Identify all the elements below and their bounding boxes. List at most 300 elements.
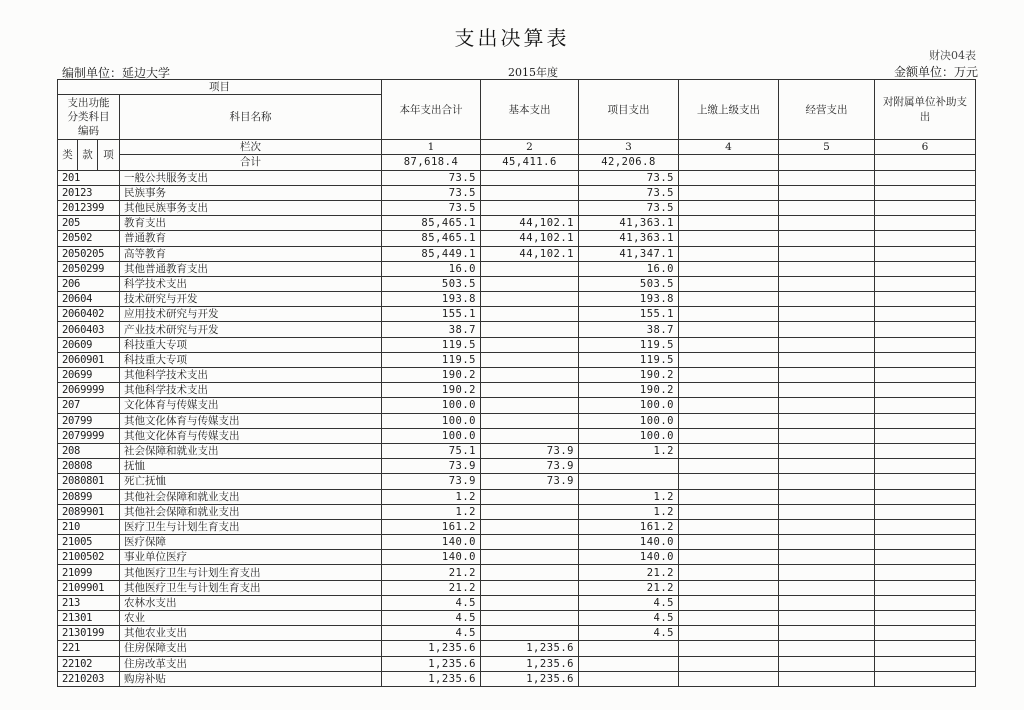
amount-cell [679, 489, 779, 504]
subject-name-cell: 普通教育 [120, 231, 382, 246]
amount-cell [875, 185, 976, 200]
total-value: 87,618.4 [382, 155, 481, 170]
amount-cell: 100.0 [382, 428, 481, 443]
amount-cell: 73.5 [579, 200, 679, 215]
amount-cell: 155.1 [579, 307, 679, 322]
amount-cell [679, 535, 779, 550]
amount-cell [875, 292, 976, 307]
total-value: 42,206.8 [579, 155, 679, 170]
amount-cell: 41,363.1 [579, 216, 679, 231]
amount-cell [679, 185, 779, 200]
amount-cell: 1,235.6 [382, 641, 481, 656]
amount-cell: 140.0 [382, 550, 481, 565]
amount-cell [779, 231, 875, 246]
subject-name-cell: 购房补贴 [120, 671, 382, 686]
subject-name-header: 科目名称 [120, 95, 382, 140]
amount-cell [875, 246, 976, 261]
amount-cell [481, 626, 579, 641]
amount-cell [679, 459, 779, 474]
amount-cell [875, 307, 976, 322]
amount-cell: 73.9 [481, 459, 579, 474]
amount-cell: 190.2 [579, 368, 679, 383]
column-number-label: 栏次 [120, 140, 382, 155]
amount-cell [779, 200, 875, 215]
table-row [58, 352, 976, 367]
amount-cell: 44,102.1 [481, 246, 579, 261]
amount-cell: 44,102.1 [481, 231, 579, 246]
amount-cell [679, 216, 779, 231]
amount-cell [779, 580, 875, 595]
amount-cell [779, 459, 875, 474]
amount-cell [481, 565, 579, 580]
amount-cell: 190.2 [382, 383, 481, 398]
table-row [58, 261, 976, 276]
function-code-cell: 208 [58, 443, 120, 458]
amount-cell [779, 671, 875, 686]
function-code-cell: 20123 [58, 185, 120, 200]
subject-name-cell: 死亡抚恤 [120, 474, 382, 489]
fiscal-year: 2015年度 [508, 66, 558, 79]
amount-cell: 100.0 [382, 413, 481, 428]
function-code-cell: 207 [58, 398, 120, 413]
function-code-cell: 21301 [58, 611, 120, 626]
amount-cell [481, 398, 579, 413]
amount-cell [779, 550, 875, 565]
amount-cell [579, 474, 679, 489]
table-row [58, 292, 976, 307]
amount-cell [481, 595, 579, 610]
amount-cell [875, 550, 976, 565]
amount-cell: 100.0 [579, 398, 679, 413]
amount-cell [875, 611, 976, 626]
amount-cell [779, 413, 875, 428]
table-row [58, 489, 976, 504]
amount-cell: 100.0 [579, 413, 679, 428]
subject-name-cell: 其他社会保障和就业支出 [120, 489, 382, 504]
column-header: 基本支出 [481, 80, 579, 140]
function-code-cell: 2012399 [58, 200, 120, 215]
amount-cell: 21.2 [382, 580, 481, 595]
amount-cell: 73.5 [579, 185, 679, 200]
amount-cell [779, 216, 875, 231]
amount-cell: 73.5 [382, 185, 481, 200]
table-row [58, 428, 976, 443]
amount-cell [779, 443, 875, 458]
amount-cell [481, 170, 579, 185]
function-code-cell: 20699 [58, 368, 120, 383]
amount-cell [679, 474, 779, 489]
subject-name-cell: 其他科学技术支出 [120, 383, 382, 398]
amount-cell [779, 292, 875, 307]
table-row [58, 368, 976, 383]
amount-cell: 16.0 [579, 261, 679, 276]
subject-name-cell: 社会保障和就业支出 [120, 443, 382, 458]
subject-name-cell: 民族事务 [120, 185, 382, 200]
subject-name-cell: 其他医疗卫生与计划生育支出 [120, 565, 382, 580]
function-code-cell: 20502 [58, 231, 120, 246]
amount-cell [579, 459, 679, 474]
table-row [58, 322, 976, 337]
amount-cell [679, 170, 779, 185]
subject-name-cell: 其他普通教育支出 [120, 261, 382, 276]
amount-cell [679, 550, 779, 565]
amount-cell [679, 322, 779, 337]
amount-cell [875, 413, 976, 428]
amount-cell [679, 200, 779, 215]
subject-name-cell: 农林水支出 [120, 595, 382, 610]
amount-cell [779, 595, 875, 610]
table-row [58, 671, 976, 686]
amount-cell: 38.7 [382, 322, 481, 337]
total-value [679, 155, 779, 170]
amount-cell [779, 383, 875, 398]
subject-name-cell: 其他文化体育与传媒支出 [120, 428, 382, 443]
expenditure-table [57, 79, 976, 687]
amount-cell [481, 550, 579, 565]
table-row [58, 383, 976, 398]
amount-cell: 1,235.6 [481, 641, 579, 656]
amount-cell [779, 261, 875, 276]
total-label: 合计 [120, 155, 382, 170]
function-code-cell: 20604 [58, 292, 120, 307]
amount-cell [779, 656, 875, 671]
amount-cell [481, 276, 579, 291]
function-code-cell: 2060403 [58, 322, 120, 337]
subject-name-cell: 其他民族事务支出 [120, 200, 382, 215]
amount-cell: 1.2 [579, 443, 679, 458]
amount-cell [481, 413, 579, 428]
amount-cell [679, 352, 779, 367]
amount-cell: 190.2 [382, 368, 481, 383]
amount-cell [779, 352, 875, 367]
amount-cell: 75.1 [382, 443, 481, 458]
amount-cell [679, 580, 779, 595]
column-number: 2 [481, 140, 579, 155]
amount-cell: 41,363.1 [579, 231, 679, 246]
amount-cell [875, 216, 976, 231]
amount-cell [481, 185, 579, 200]
subject-name-cell: 其他文化体育与传媒支出 [120, 413, 382, 428]
column-header: 上缴上级支出 [679, 80, 779, 140]
amount-cell: 1.2 [579, 504, 679, 519]
amount-cell [875, 626, 976, 641]
amount-cell: 140.0 [579, 550, 679, 565]
subject-name-cell: 教育支出 [120, 216, 382, 231]
function-code-cell: 205 [58, 216, 120, 231]
amount-cell [875, 489, 976, 504]
subject-name-cell: 医疗卫生与计划生育支出 [120, 519, 382, 534]
amount-cell [679, 261, 779, 276]
money-unit: 金额单位：万元 [893, 65, 978, 79]
amount-cell: 38.7 [579, 322, 679, 337]
amount-cell [679, 595, 779, 610]
amount-cell [779, 307, 875, 322]
amount-cell: 119.5 [382, 352, 481, 367]
table-row [58, 276, 976, 291]
amount-cell [481, 428, 579, 443]
function-code-cell: 2060901 [58, 352, 120, 367]
amount-cell [875, 474, 976, 489]
amount-cell: 140.0 [579, 535, 679, 550]
total-row [58, 155, 976, 170]
amount-cell [779, 337, 875, 352]
subject-name-cell: 住房保障支出 [120, 641, 382, 656]
amount-cell: 100.0 [382, 398, 481, 413]
amount-cell: 41,347.1 [579, 246, 679, 261]
amount-cell [875, 276, 976, 291]
column-header: 对附属单位补助支出 [875, 80, 976, 140]
amount-cell: 161.2 [579, 519, 679, 534]
amount-cell [481, 292, 579, 307]
amount-cell: 73.5 [579, 170, 679, 185]
amount-cell [875, 656, 976, 671]
amount-cell [875, 398, 976, 413]
amount-cell [779, 565, 875, 580]
column-number: 3 [579, 140, 679, 155]
function-code-cell: 2109901 [58, 580, 120, 595]
amount-cell [679, 504, 779, 519]
amount-cell [679, 565, 779, 580]
amount-cell [481, 337, 579, 352]
amount-cell [481, 535, 579, 550]
amount-cell: 4.5 [579, 595, 679, 610]
amount-cell [679, 656, 779, 671]
form-number: 财决04表 [929, 49, 976, 62]
function-code-cell: 201 [58, 170, 120, 185]
amount-cell: 503.5 [382, 276, 481, 291]
amount-cell [779, 185, 875, 200]
table-row [58, 656, 976, 671]
subject-name-cell: 科技重大专项 [120, 337, 382, 352]
amount-cell [779, 428, 875, 443]
function-code-cell: 22102 [58, 656, 120, 671]
amount-cell [875, 261, 976, 276]
amount-cell: 4.5 [579, 611, 679, 626]
amount-cell [875, 671, 976, 686]
amount-cell [481, 580, 579, 595]
function-code-cell: 21099 [58, 565, 120, 580]
table-row [58, 398, 976, 413]
amount-cell: 85,449.1 [382, 246, 481, 261]
amount-cell [875, 322, 976, 337]
function-code-header: 支出功能分类科目编码 [58, 95, 120, 140]
amount-cell [579, 656, 679, 671]
amount-cell: 119.5 [382, 337, 481, 352]
xiang-header: 项 [98, 140, 120, 170]
amount-cell [679, 307, 779, 322]
subject-name-cell: 其他农业支出 [120, 626, 382, 641]
amount-cell: 503.5 [579, 276, 679, 291]
function-code-cell: 213 [58, 595, 120, 610]
amount-cell [779, 474, 875, 489]
amount-cell [779, 504, 875, 519]
amount-cell: 73.5 [382, 200, 481, 215]
amount-cell [875, 428, 976, 443]
amount-cell [875, 641, 976, 656]
amount-cell [481, 322, 579, 337]
amount-cell: 1,235.6 [481, 656, 579, 671]
subject-name-cell: 一般公共服务支出 [120, 170, 382, 185]
subject-name-cell: 农业 [120, 611, 382, 626]
amount-cell [679, 626, 779, 641]
amount-cell [679, 231, 779, 246]
amount-cell: 140.0 [382, 535, 481, 550]
table-row [58, 231, 976, 246]
subject-name-cell: 其他科学技术支出 [120, 368, 382, 383]
table-row [58, 595, 976, 610]
amount-cell: 119.5 [579, 337, 679, 352]
amount-cell [779, 519, 875, 534]
amount-cell [679, 292, 779, 307]
amount-cell [875, 504, 976, 519]
lei-header: 类 [58, 140, 78, 170]
amount-cell: 73.9 [382, 474, 481, 489]
amount-cell: 21.2 [579, 565, 679, 580]
amount-cell [679, 611, 779, 626]
amount-cell [481, 383, 579, 398]
function-code-cell: 2050299 [58, 261, 120, 276]
amount-cell [679, 337, 779, 352]
amount-cell: 73.9 [382, 459, 481, 474]
table-row [58, 580, 976, 595]
amount-cell: 190.2 [579, 383, 679, 398]
amount-cell [875, 368, 976, 383]
amount-cell [875, 595, 976, 610]
table-row [58, 337, 976, 352]
function-code-cell: 2130199 [58, 626, 120, 641]
table-row [58, 443, 976, 458]
amount-cell [779, 641, 875, 656]
amount-cell [875, 383, 976, 398]
amount-cell [779, 322, 875, 337]
amount-cell [779, 398, 875, 413]
function-code-cell: 2069999 [58, 383, 120, 398]
amount-cell: 4.5 [579, 626, 679, 641]
amount-cell [679, 641, 779, 656]
function-code-cell: 206 [58, 276, 120, 291]
total-value: 45,411.6 [481, 155, 579, 170]
amount-cell [579, 671, 679, 686]
amount-cell [875, 565, 976, 580]
table-row [58, 611, 976, 626]
amount-cell [481, 519, 579, 534]
table-row [58, 565, 976, 580]
table-row [58, 246, 976, 261]
table-row [58, 535, 976, 550]
amount-cell [875, 535, 976, 550]
amount-cell: 4.5 [382, 595, 481, 610]
amount-cell [679, 519, 779, 534]
function-code-cell: 221 [58, 641, 120, 656]
amount-cell: 1.2 [382, 504, 481, 519]
amount-cell: 100.0 [579, 428, 679, 443]
column-number: 1 [382, 140, 481, 155]
subject-name-cell: 医疗保障 [120, 535, 382, 550]
function-code-cell: 2050205 [58, 246, 120, 261]
amount-cell [779, 489, 875, 504]
column-number: 6 [875, 140, 976, 155]
project-header: 项目 [58, 80, 382, 95]
column-header: 本年支出合计 [382, 80, 481, 140]
amount-cell: 16.0 [382, 261, 481, 276]
amount-cell: 1,235.6 [481, 671, 579, 686]
amount-cell [481, 611, 579, 626]
column-number: 4 [679, 140, 779, 155]
amount-cell [481, 307, 579, 322]
amount-cell [481, 368, 579, 383]
table-row [58, 413, 976, 428]
amount-cell: 73.9 [481, 474, 579, 489]
amount-cell [679, 428, 779, 443]
function-code-cell: 20609 [58, 337, 120, 352]
amount-cell: 85,465.1 [382, 216, 481, 231]
amount-cell [679, 443, 779, 458]
amount-cell: 1.2 [579, 489, 679, 504]
amount-cell [779, 611, 875, 626]
function-code-cell: 20808 [58, 459, 120, 474]
amount-cell [875, 231, 976, 246]
table-row [58, 216, 976, 231]
subject-name-cell: 应用技术研究与开发 [120, 307, 382, 322]
amount-cell [679, 368, 779, 383]
amount-cell [875, 580, 976, 595]
amount-cell: 193.8 [579, 292, 679, 307]
amount-cell [779, 246, 875, 261]
table-row [58, 200, 976, 215]
table-row [58, 550, 976, 565]
amount-cell: 85,465.1 [382, 231, 481, 246]
table-row [58, 459, 976, 474]
table-row [58, 185, 976, 200]
total-value [875, 155, 976, 170]
subject-name-cell: 科学技术支出 [120, 276, 382, 291]
table-row [58, 474, 976, 489]
amount-cell [481, 489, 579, 504]
amount-cell: 4.5 [382, 626, 481, 641]
amount-cell [481, 352, 579, 367]
amount-cell [679, 246, 779, 261]
table-header [58, 80, 976, 171]
function-code-cell: 2060402 [58, 307, 120, 322]
amount-cell: 44,102.1 [481, 216, 579, 231]
subject-name-cell: 其他社会保障和就业支出 [120, 504, 382, 519]
subject-name-cell: 文化体育与传媒支出 [120, 398, 382, 413]
amount-cell [875, 337, 976, 352]
subject-name-cell: 产业技术研究与开发 [120, 322, 382, 337]
amount-cell: 1,235.6 [382, 671, 481, 686]
amount-cell [875, 443, 976, 458]
kuan-header: 款 [78, 140, 98, 170]
amount-cell: 73.9 [481, 443, 579, 458]
table-row [58, 626, 976, 641]
amount-cell [481, 261, 579, 276]
function-code-cell: 21005 [58, 535, 120, 550]
amount-cell: 21.2 [382, 565, 481, 580]
amount-cell: 21.2 [579, 580, 679, 595]
function-code-cell: 2100502 [58, 550, 120, 565]
amount-cell [875, 352, 976, 367]
amount-cell [679, 383, 779, 398]
compiling-unit: 编制单位：延边大学 [62, 66, 171, 80]
amount-cell [679, 671, 779, 686]
function-code-cell: 2089901 [58, 504, 120, 519]
table-row [58, 170, 976, 185]
column-header: 项目支出 [579, 80, 679, 140]
subject-name-cell: 其他医疗卫生与计划生育支出 [120, 580, 382, 595]
page-title: 支出决算表 [454, 26, 570, 50]
amount-cell [779, 626, 875, 641]
column-number: 5 [779, 140, 875, 155]
